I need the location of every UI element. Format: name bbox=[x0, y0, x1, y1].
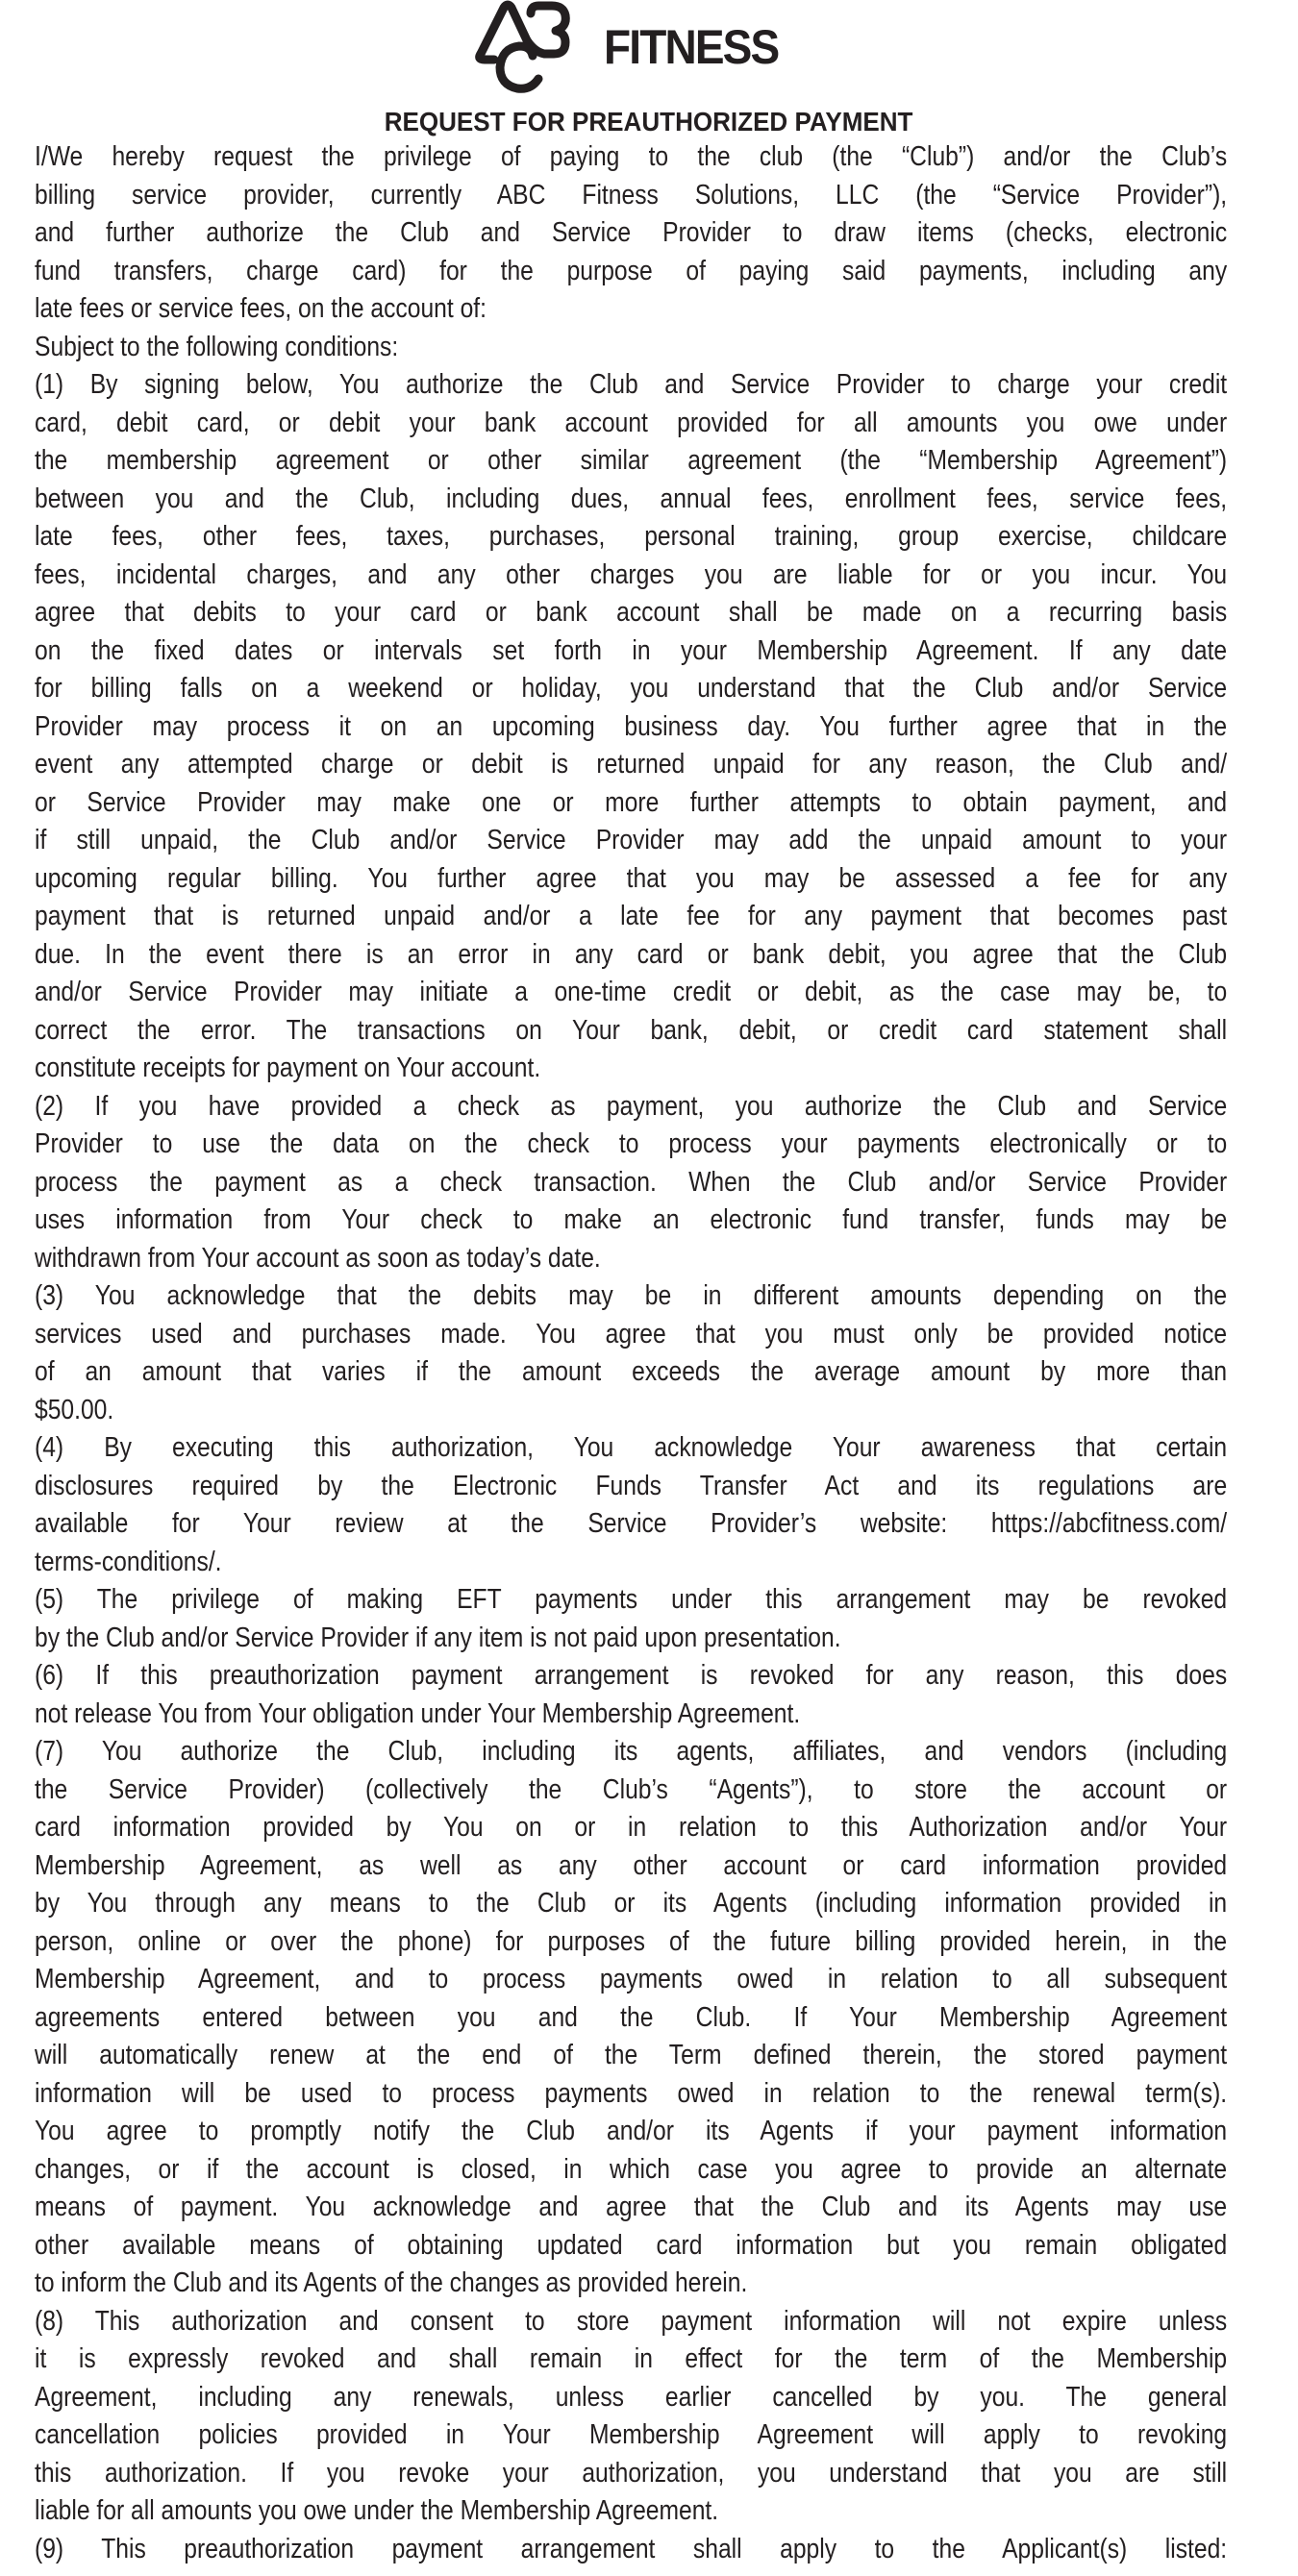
text-line: billing service provider, currently ABC Fitness Solutions, LLC (the “Service Provider”), bbox=[35, 179, 1228, 211]
text-line: this authorization. If you revoke your authorization, you understand that you are still bbox=[35, 2457, 1228, 2489]
text-line: liable for all amounts you owe under the Membership Agreement. bbox=[35, 2495, 719, 2526]
text-line: if still unpaid, the Club and/or Service Provider may add the unpaid amount to your bbox=[35, 825, 1228, 855]
text-line: or Service Provider may make one or more further attempts to obtain payment, and bbox=[35, 786, 1228, 818]
text-line: services used and purchases made. You agree that you must only be provided notice bbox=[35, 1318, 1228, 1350]
page-title bbox=[0, 106, 1298, 138]
logo-wordmark: FITNESS bbox=[604, 20, 779, 74]
text-line: not release You from Your obligation under Your Membership Agreement. bbox=[35, 1697, 801, 1729]
text-line: changes, or if the account is closed, in which case you agree to provide an alternate bbox=[35, 2153, 1228, 2185]
text-line: fees, incidental charges, and any other charges you are liable for or you incur. You bbox=[35, 558, 1228, 590]
text-line: constitute receipts for payment on Your account. bbox=[35, 1053, 541, 1083]
text-line: correct the error. The transactions on Your bank, debit, or credit card statement shall bbox=[35, 1014, 1228, 1046]
text-line: card, debit card, or debit your bank account provided for all amounts you owe under bbox=[35, 407, 1228, 438]
text-line: cancellation policies provided in Your Membership Agreement will apply to revoking bbox=[35, 2419, 1228, 2450]
text-line: of an amount that varies if the amount exceeds the average amount by more than bbox=[35, 1356, 1228, 1387]
text-line: disclosures required by the Electronic Funds Transfer Act and its regulations are bbox=[35, 1470, 1228, 1501]
text-line: (7) You authorize the Club, including its agents, affiliates, and vendors (including bbox=[35, 1736, 1228, 1767]
text-line: fund transfers, charge card) for the purpose of paying said payments, including any bbox=[35, 255, 1228, 286]
page-title-text: REQUEST FOR PREAUTHORIZED PAYMENT bbox=[385, 107, 913, 136]
text-line: person, online or over the phone) for purposes of the future billing provided herein, in the bbox=[35, 1925, 1228, 1957]
text-line: Subject to the following conditions: bbox=[35, 331, 399, 362]
text-line: card information provided by You on or in relation to this Authorization and/or Your bbox=[35, 1812, 1228, 1843]
text-line: withdrawn from Your account as soon as today’s date. bbox=[35, 1242, 601, 1274]
text-line: to inform the Club and its Agents of the changes as provided herein. bbox=[35, 2267, 748, 2298]
text-line: event any attempted charge or debit is returned unpaid for any reason, the Club and/ bbox=[35, 749, 1228, 780]
text-line: (3) You acknowledge that the debits may be in different amounts depending on the bbox=[35, 1280, 1228, 1311]
text-line: process the payment as a check transaction. When the Club and/or Service Provider bbox=[35, 1166, 1228, 1198]
text-line: (6) If this preauthorization payment arrangement is revoked for any reason, this does bbox=[35, 1660, 1228, 1691]
text-line: (9) This preauthorization payment arrangement shall apply to the Applicant(s) listed: bbox=[35, 2533, 1228, 2564]
text-line: Membership Agreement, and to process payments owed in relation to all subsequent bbox=[35, 1964, 1228, 1994]
text-line: uses information from Your check to make an electronic fund transfer, funds may be bbox=[35, 1204, 1228, 1235]
text-line: for billing falls on a weekend or holiday, you understand that the Club and/or Service bbox=[35, 673, 1228, 704]
text-line: between you and the Club, including dues, annual fees, enrollment fees, service fees, bbox=[35, 483, 1228, 514]
text-line: agreements entered between you and the Club. If Your Membership Agreement bbox=[35, 2001, 1228, 2033]
text-line: by You through any means to the Club or its Agents (including information provided in bbox=[35, 1888, 1228, 1919]
text-line: (8) This authorization and consent to store payment information will not expire unless bbox=[35, 2305, 1228, 2337]
text-line: it is expressly revoked and shall remain in effect for the term of the Membership bbox=[35, 2343, 1228, 2374]
text-line: upcoming regular billing. You further agree that you may be assessed a fee for any bbox=[35, 862, 1228, 894]
text-line: the Service Provider) (collectively the Club’s “Agents”), to store the account or bbox=[35, 1773, 1228, 1805]
text-line: the membership agreement or other similar agreement (the “Membership Agreement”) bbox=[35, 445, 1228, 476]
text-line: $50.00. bbox=[35, 1394, 114, 1425]
text-line: Membership Agreement, as well as any other account or card information provided bbox=[35, 1849, 1228, 1881]
text-line: Provider may process it on an upcoming business day. You further agree that in the bbox=[35, 710, 1228, 742]
text-line: I/We hereby request the privilege of paying to the club (the “Club”) and/or the Club’s bbox=[35, 141, 1228, 172]
text-line: (4) By executing this authorization, You acknowledge Your awareness that certain bbox=[35, 1432, 1228, 1463]
document-body bbox=[35, 138, 1227, 2568]
text-line: and/or Service Provider may initiate a one-time credit or debit, as the case may be, to bbox=[35, 977, 1228, 1007]
text-line: on the fixed dates or intervals set forth in your Membership Agreement. If any date bbox=[35, 634, 1228, 666]
text-line: available for Your review at the Service Provider’s website: https://abcfitness.com/ bbox=[35, 1508, 1228, 1539]
text-line: due. In the event there is an error in any card or bank debit, you agree that the Club bbox=[35, 938, 1228, 970]
text-line: means of payment. You acknowledge and agree that the Club and its Agents may use bbox=[35, 2192, 1228, 2222]
text-line: You agree to promptly notify the Club and/or its Agents if your payment information bbox=[35, 2116, 1228, 2146]
text-line: Provider to use the data on the check to process your payments electronically or to bbox=[35, 1128, 1228, 1159]
text-line: terms-conditions/. bbox=[35, 1546, 222, 1577]
text-line: late fees or service fees, on the account of: bbox=[35, 293, 487, 324]
text-line: (1) By signing below, You authorize the Club and Service Provider to charge your credit bbox=[35, 369, 1228, 400]
text-line: Agreement, including any renewals, unless earlier cancelled by you. The general bbox=[35, 2381, 1228, 2413]
text-line: by the Club and/or Service Provider if any item is not paid upon presentation. bbox=[35, 1622, 841, 1653]
text-line: (5) The privilege of making EFT payments under this arrangement may be revoked bbox=[35, 1584, 1228, 1615]
text-line: late fees, other fees, taxes, purchases, personal training, group exercise, childcare bbox=[35, 521, 1228, 552]
text-line: (2) If you have provided a check as payment, you authorize the Club and Service bbox=[35, 1090, 1228, 1122]
text-line: payment that is returned unpaid and/or a late fee for any payment that becomes past bbox=[35, 901, 1228, 931]
text-line: and further authorize the Club and Service Provider to draw items (checks, electronic bbox=[35, 217, 1228, 248]
text-line: information will be used to process payments owed in relation to the renewal term(s). bbox=[35, 2077, 1228, 2109]
text-line: will automatically renew at the end of the Term defined therein, the stored payment bbox=[35, 2040, 1228, 2070]
abc-monogram-icon bbox=[467, 0, 588, 96]
text-line: other available means of obtaining updated card information but you remain obligated bbox=[35, 2229, 1228, 2261]
text-line: agree that debits to your card or bank account shall be made on a recurring basis bbox=[35, 597, 1228, 628]
